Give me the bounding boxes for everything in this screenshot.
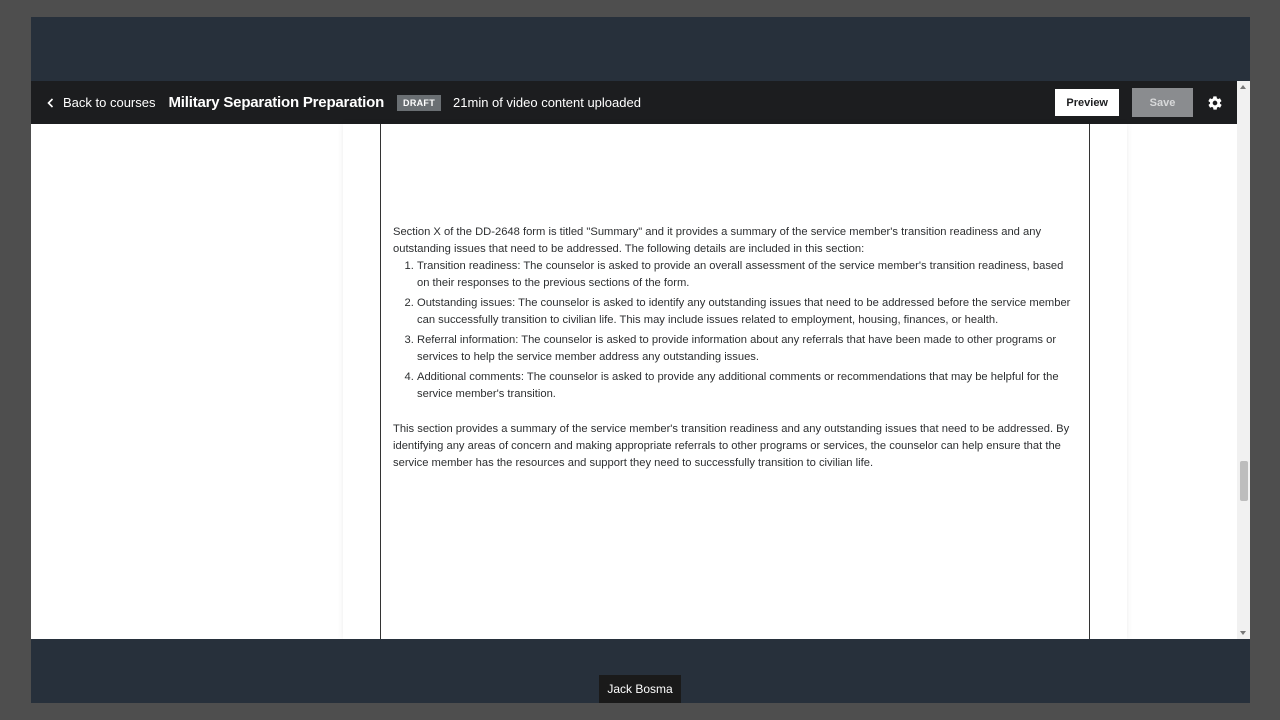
course-editor-window [31, 81, 1250, 639]
speaker-name-caption: Jack Bosma [599, 675, 681, 703]
back-to-courses-link[interactable] [47, 95, 156, 110]
top-bar [31, 81, 1237, 124]
gear-icon[interactable] [1207, 95, 1223, 111]
scroll-down-arrow[interactable] [1240, 631, 1246, 635]
list-item: 4. Additional comments: The counselor is asked to provide any additional comments or recommendations that may be helpful for the service member's transition. [417, 369, 1077, 403]
save-button[interactable]: Save [1132, 88, 1193, 117]
course-title: Military Separation Preparation [168, 94, 385, 111]
status-badge: DRAFT [397, 95, 441, 111]
document-content [393, 224, 1077, 472]
list-item: 1. Transition readiness: The counselor is asked to provide an overall assessment of the service member's transition readiness, based on their responses to the previous sections of the form. [417, 258, 1077, 292]
details-list [417, 258, 1077, 403]
list-item: 2. Outstanding issues: The counselor is asked to identify any outstanding issues that need to be addressed before the service member can successfully transition to civilian life. This may include issues related to employment, housing, finances, or health. [417, 295, 1077, 329]
document-frame [380, 124, 1090, 639]
back-label: Back to courses [63, 95, 156, 110]
chevron-left-icon [47, 98, 54, 108]
document-page [343, 124, 1127, 639]
closing-paragraph: This section provides a summary of the service member's transition readiness and any outstanding issues that need to be addressed. By identifying any areas of concern and making appropriate referrals to other programs or services, the counselor can help ensure that the service member has the resources and support they need to successfully transition to civilian life. [393, 423, 1070, 469]
preview-button[interactable]: Preview [1055, 89, 1119, 116]
intro-paragraph: Section X of the DD-2648 form is titled "Summary" and it provides a summary of the service member's transition readiness and any outstanding issues that need to be addressed. The following details are included in this section: [393, 226, 1042, 255]
upload-status: 21min of video content uploaded [453, 95, 641, 110]
scroll-thumb[interactable] [1240, 461, 1248, 501]
scroll-up-arrow[interactable] [1240, 85, 1246, 89]
list-item: 3. Referral information: The counselor is asked to provide information about any referrals that have been made to other programs or services to help the service member address any outstanding issues. [417, 332, 1077, 366]
vertical-scrollbar[interactable] [1237, 81, 1250, 639]
